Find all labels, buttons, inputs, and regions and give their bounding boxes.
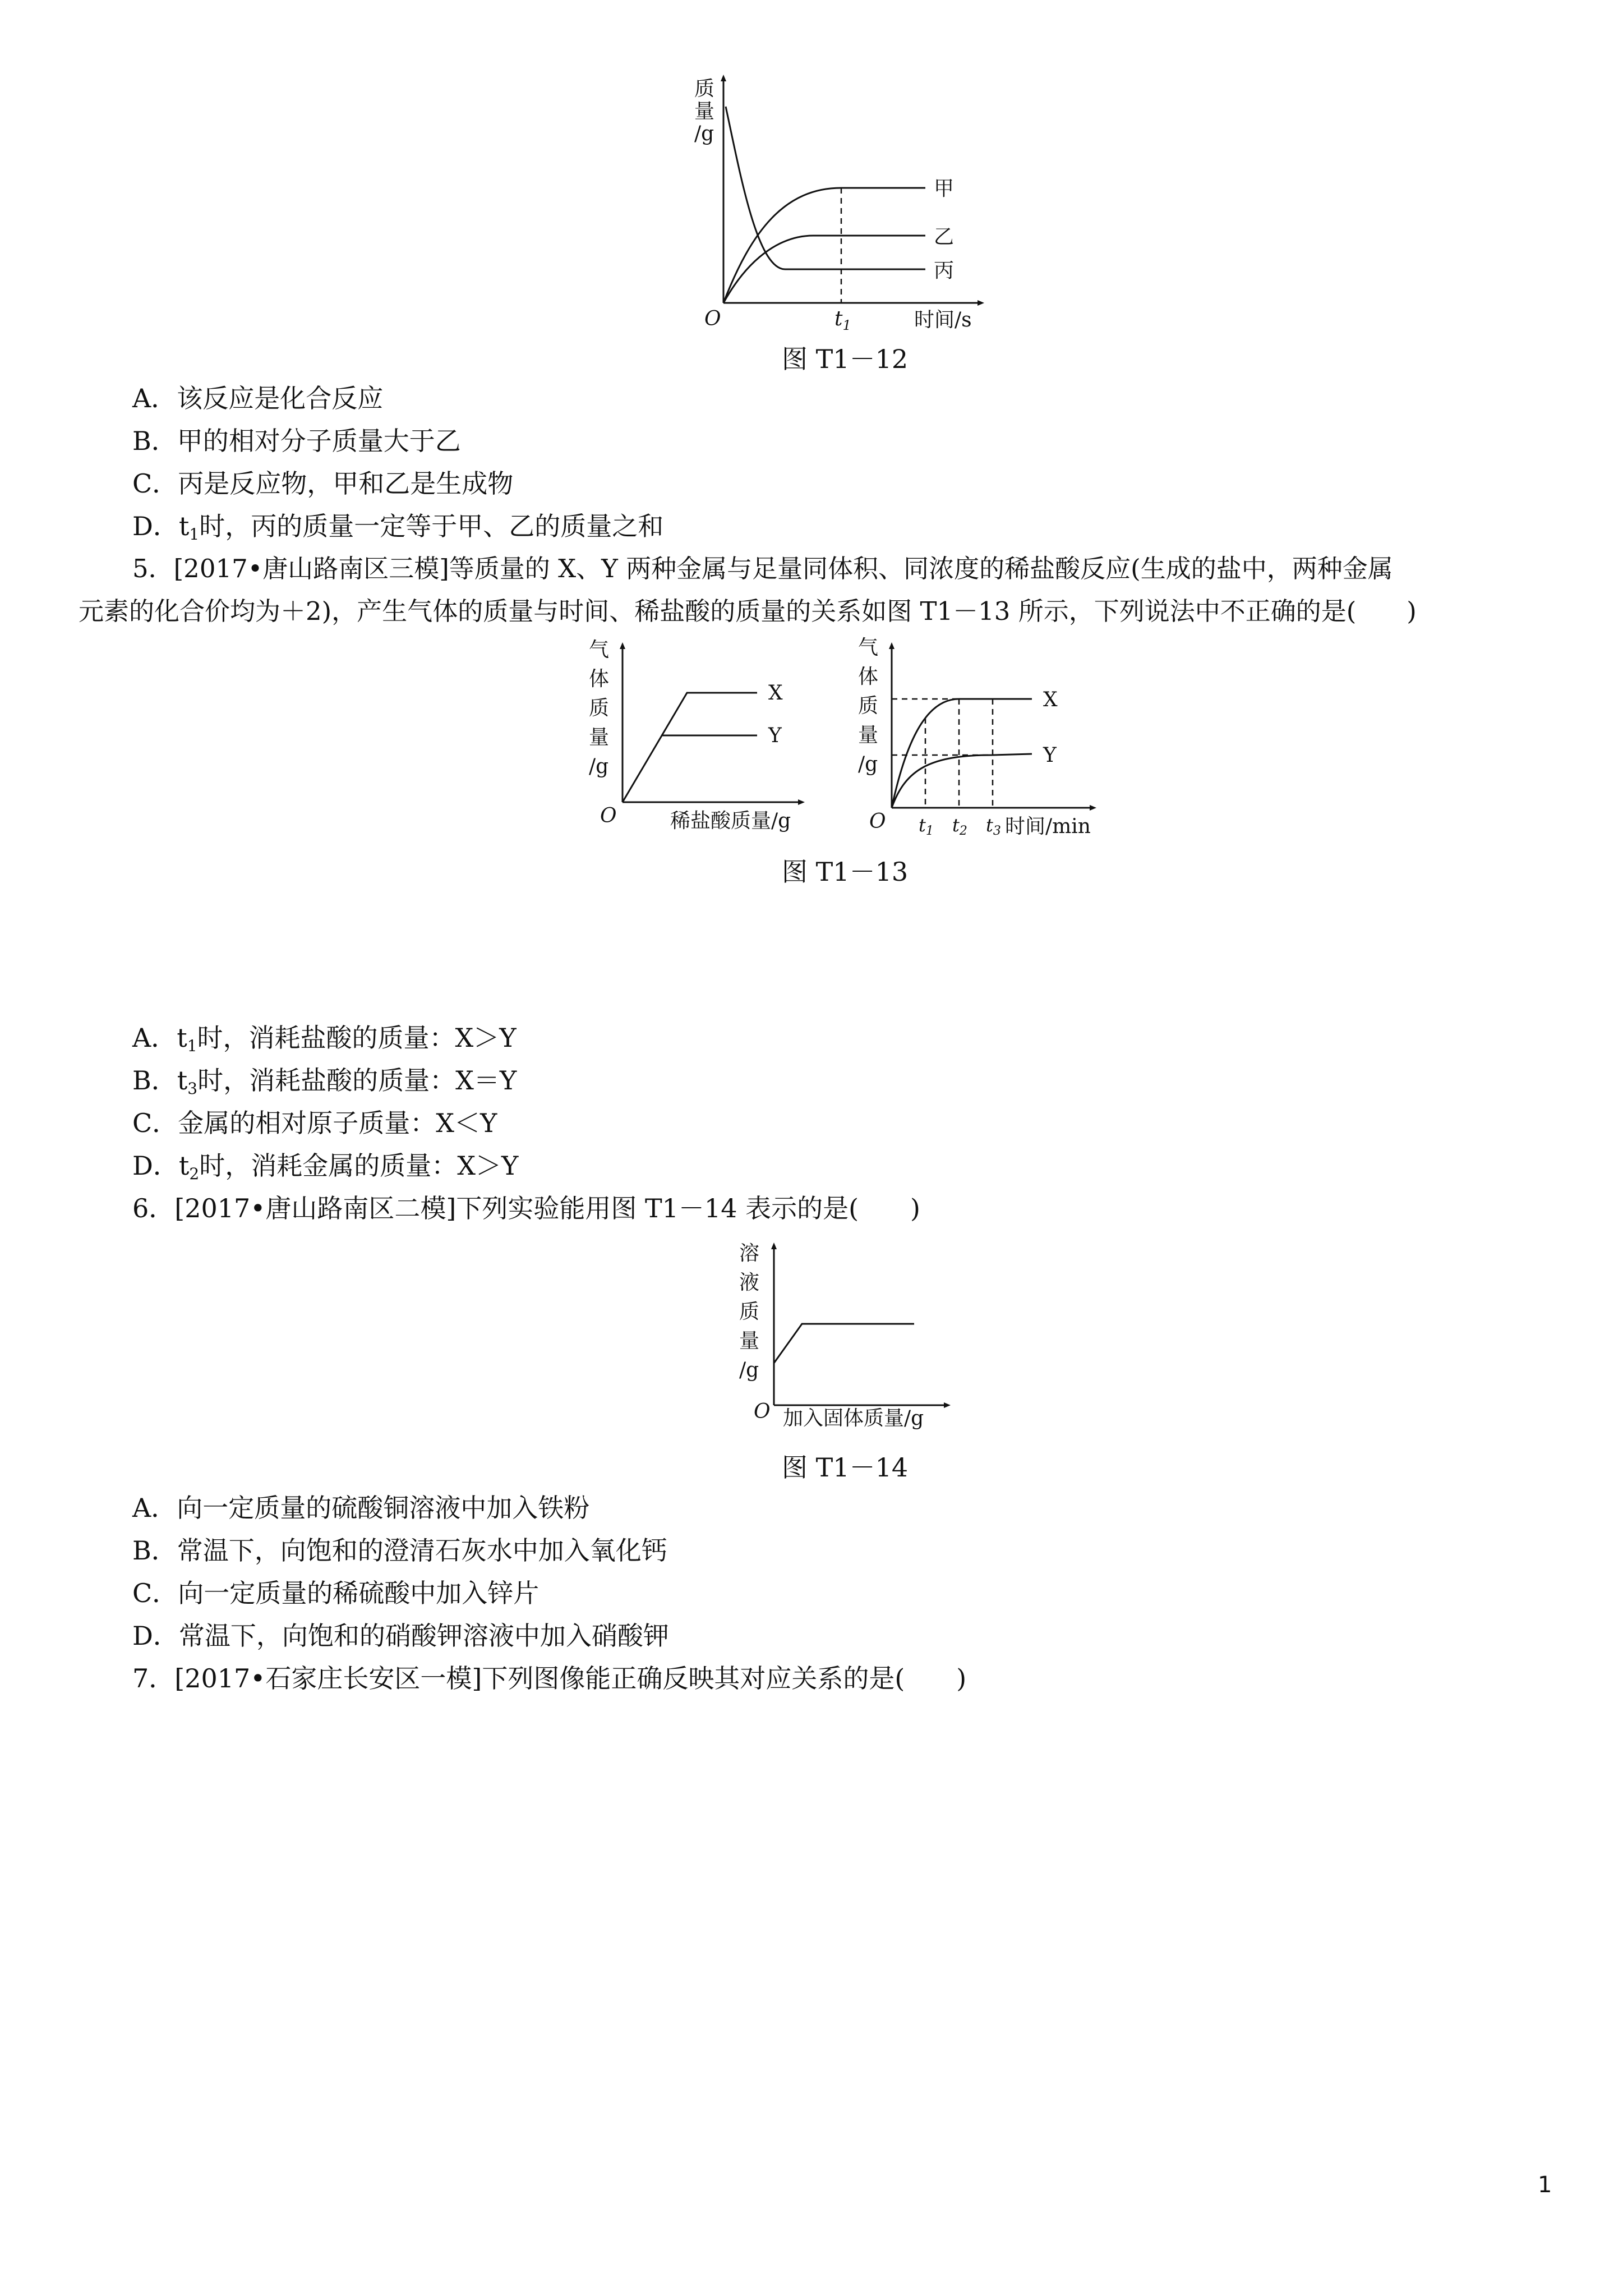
figure-t1-13-graphs <box>566 634 1138 847</box>
series-label-bing: 丙 <box>934 259 955 282</box>
tick-t3: t3 <box>986 815 1001 838</box>
figure-t1-13 <box>566 634 1138 847</box>
figure-caption: 图 T1－13 <box>782 857 909 887</box>
right-x-label: 时间/min <box>1005 815 1091 838</box>
figure-t1-14-graph <box>729 1234 965 1442</box>
y-axis-label: 量 <box>739 1329 760 1352</box>
left-y-label: 气 <box>589 638 610 661</box>
right-curve-y <box>892 754 1032 808</box>
series-label-yi: 乙 <box>934 226 955 249</box>
x-axis-label: 时间/s <box>914 309 972 332</box>
option-d: D．$t_2$时，消耗金属的质量：X＞Y <box>132 1151 519 1183</box>
option-b: B．$t_3$时，消耗盐酸的质量：X＝Y <box>132 1065 517 1098</box>
right-series-label-y: Y <box>1043 744 1057 767</box>
page-number: 1 <box>1538 2172 1552 2198</box>
series-label-jia: 甲 <box>934 177 955 200</box>
option-c: C．丙是反应物，甲和乙是生成物 <box>132 468 514 499</box>
option-d: D．$t_1$时，丙的质量一定等于甲、乙的质量之和 <box>132 511 664 544</box>
right-y-label: 质 <box>858 694 879 717</box>
left-series-label-x: X <box>768 682 783 705</box>
right-y-label: 体 <box>858 665 879 688</box>
y-axis-label: 质 <box>694 77 715 100</box>
figure-t1-12 <box>690 62 1004 342</box>
tick-t1: t1 <box>919 815 934 838</box>
y-axis-label: 量 <box>694 100 715 123</box>
option-a: A．向一定质量的硫酸铜溶液中加入铁粉 <box>132 1493 590 1523</box>
figure-caption: 图 T1－14 <box>782 1452 909 1483</box>
curve-jia <box>723 188 925 303</box>
right-series-label-x: X <box>1043 688 1058 711</box>
left-y-label: 质 <box>589 697 610 720</box>
option-d: D．常温下，向饱和的硝酸钾溶液中加入硝酸钾 <box>132 1621 669 1651</box>
right-y-label: 量 <box>858 724 879 747</box>
question-7-stem: 7．[2017•石家庄长安区一模]下列图像能正确反映其对应关系的是( ) <box>132 1663 967 1694</box>
right-curve-x <box>892 699 1032 808</box>
t1-label: $t_1$ <box>834 307 851 333</box>
option-c: C．金属的相对原子质量：X＜Y <box>132 1108 497 1138</box>
y-axis-label: 液 <box>739 1271 760 1294</box>
left-x-label: 稀盐酸质量/g <box>670 809 791 832</box>
y-axis-label: /g <box>694 122 714 145</box>
figure-t1-12-graph <box>690 62 1004 342</box>
y-axis-label: 溶 <box>739 1242 760 1265</box>
question-6-stem: 6．[2017•唐山路南区二模]下列实验能用图 T1－14 表示的是( ) <box>132 1193 920 1223</box>
origin-label: O <box>704 307 721 330</box>
left-series-label-y: Y <box>768 724 782 747</box>
right-origin-label: O <box>869 810 886 833</box>
option-c: C．向一定质量的稀硫酸中加入锌片 <box>132 1578 540 1608</box>
figure-t1-14 <box>729 1234 965 1442</box>
right-y-label: 气 <box>858 636 879 659</box>
left-origin-label: O <box>600 804 617 827</box>
question-5-line-1: 5．[2017•唐山路南区三模]等质量的 X、Y 两种金属与足量同体积、同浓度的稀盐酸反应(生成的盐中，两种金属 <box>132 554 1393 583</box>
x-axis-label: 加入固体质量/g <box>783 1407 924 1430</box>
option-a: A．该反应是化合反应 <box>132 383 384 413</box>
solution-mass-line <box>774 1324 914 1363</box>
left-y-label: /g <box>589 755 609 778</box>
left-line-x <box>623 693 757 802</box>
right-y-label: /g <box>858 753 878 776</box>
option-a: A．$t_1$时，消耗盐酸的质量：X＞Y <box>132 1023 517 1055</box>
option-b: B．甲的相对分子质量大于乙 <box>132 426 461 456</box>
origin-label: O <box>754 1400 771 1423</box>
left-y-label: 量 <box>589 726 610 749</box>
tick-t2: t2 <box>952 815 967 838</box>
option-b: B．常温下，向饱和的澄清石灰水中加入氧化钙 <box>132 1535 667 1566</box>
figure-caption: 图 T1－12 <box>782 344 909 374</box>
left-y-label: 体 <box>589 668 610 691</box>
question-5-line-2: 元素的化合价均为＋2)，产生气体的质量与时间、稀盐酸的质量的关系如图 T1－13 所示，下列说法中不正确的是( ) <box>79 596 1417 626</box>
y-axis-label: /g <box>739 1359 759 1382</box>
y-axis-label: 质 <box>739 1300 760 1323</box>
